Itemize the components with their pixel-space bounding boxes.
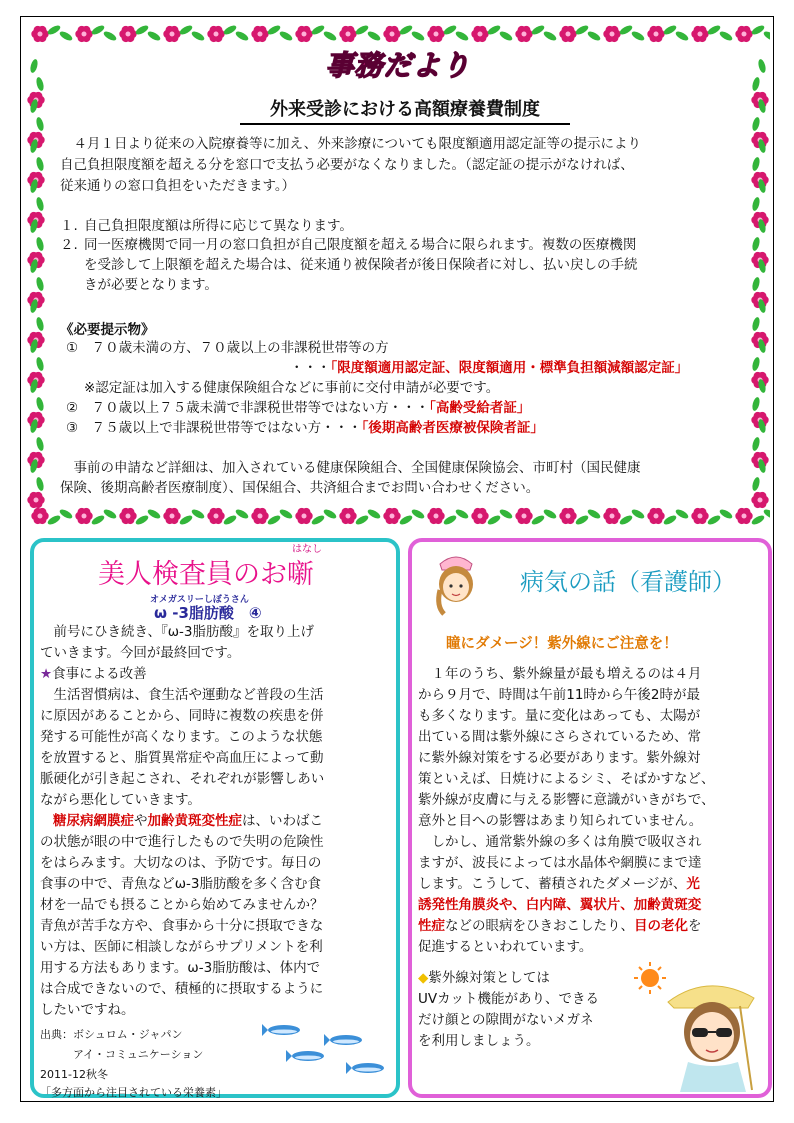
leaf-icon <box>35 476 45 491</box>
leaf-icon <box>58 508 73 521</box>
fish-icon <box>286 1050 324 1062</box>
source-line: アイ・コミュニケーション <box>40 1048 204 1061</box>
section-text: 食事による改善 <box>52 666 147 682</box>
red-text: 加齢黄斑変性症 <box>147 813 242 829</box>
flower-icon <box>339 26 356 42</box>
required-item-3 <box>66 418 544 438</box>
fish-icon <box>346 1062 384 1074</box>
leaf-icon <box>751 356 761 371</box>
flower-icon <box>647 26 664 42</box>
list-number: １. <box>60 218 78 234</box>
left-body-line: 脈硬化が引き起こされ、それぞれが影響しあい <box>40 771 325 787</box>
leaf-icon <box>35 276 45 291</box>
flower-icon <box>119 508 136 524</box>
leaf-icon <box>35 356 45 371</box>
flower-icon <box>295 508 312 524</box>
intro-line: 従来通りの窓口負担をいただきます。） <box>60 178 296 194</box>
left-body-line: 青魚が苦手な方や、食事から十分に摂取できな <box>40 918 324 934</box>
intro-line: 自己負担限度額を超える分を窓口で支払う必要がなくなりました。（認定証の提示がなければ、 <box>60 157 634 173</box>
sun-icon <box>634 962 666 994</box>
leaf-icon <box>751 276 761 291</box>
leaf-icon <box>718 508 733 521</box>
flower-icon <box>427 26 444 42</box>
leaf-icon <box>542 508 557 521</box>
flower-icon <box>31 508 48 524</box>
leaf-icon <box>762 30 770 43</box>
right-body-line <box>418 874 700 896</box>
leaf-icon <box>322 30 337 43</box>
leaf-icon <box>35 76 45 91</box>
left-body-line: い方は、医師に相談しながらサプリメントを利 <box>40 939 323 955</box>
leaf-icon <box>366 30 381 43</box>
flower-icon <box>647 508 664 524</box>
leaf-icon <box>102 30 117 43</box>
leaf-icon <box>35 236 45 251</box>
sunglasses-woman-icon <box>628 962 768 1092</box>
right-body-line: 出ている間は紫外線にさらされているため、常 <box>418 729 701 745</box>
flower-icon <box>31 26 48 42</box>
right-body-line: から９月で、時間は午前11時から午後2時が最 <box>418 687 700 703</box>
body-text: を <box>688 918 702 934</box>
left-body-line: 生活習慣病は、食生活や運動など普段の生活 <box>40 687 324 703</box>
flower-icon <box>251 26 268 42</box>
leaf-icon <box>751 476 761 491</box>
red-text: 「高齢受給者証」 <box>429 400 531 416</box>
flower-icon <box>735 508 752 524</box>
leaf-icon <box>190 30 205 43</box>
right-body-line: 紫外線が皮膚に与える影響に意識がいきがちで、 <box>418 792 715 808</box>
right-body-line: も多くなります。量に変化はあっても、太陽が <box>418 708 701 724</box>
left-body-line <box>40 811 323 833</box>
leaf-icon <box>498 508 513 521</box>
flower-icon <box>339 508 356 524</box>
leaf-icon <box>29 58 39 73</box>
flower-icon <box>603 508 620 524</box>
flower-icon <box>383 508 400 524</box>
uv-subtitle: 瞳にダメージ！紫外線にご注意を！ <box>446 636 678 652</box>
required-note: ※認定証は加入する健康保険組合などに事前に交付申請が必要です。 <box>84 380 500 396</box>
flower-icon <box>163 26 180 42</box>
right-body-line: に紫外線対策をする必要があります。紫外線対 <box>418 750 701 766</box>
leaf-icon <box>751 236 761 251</box>
list-text: 同一医療機関で同一月の窓口負担が自己限度額を超える場合に限られます。複数の医療機関 <box>84 237 637 253</box>
left-body-line: 食事の中で、青魚などω-3脂肪酸を多く含む食 <box>40 876 321 892</box>
flower-icon <box>251 508 268 524</box>
flower-icon <box>75 508 92 524</box>
right-body-line: 策といえば、日焼けによるシミ、そばかすなど、 <box>418 771 715 787</box>
article-title: 外来受診における高額療養費制度 <box>240 95 570 125</box>
flower-icon <box>207 26 224 42</box>
closing-line: 事前の申請など詳細は、加入されている健康保険組合、全国健康保険協会、市町村（国民健康 <box>60 460 641 476</box>
right-body-line: １年のうち、紫外線量が最も増えるのは４月 <box>418 666 702 682</box>
leaf-icon <box>586 508 601 521</box>
leaf-icon <box>146 508 161 521</box>
intro-line: ４月１日より従来の入院療養等に加え、外来診療についても限度額適用認定証等の提示により <box>60 136 642 152</box>
item-text: ② ７０歳以上７５歳未満で非課税世帯等ではない方・・・ <box>66 400 430 416</box>
nurse-illustration-icon <box>426 550 486 620</box>
required-item-2 <box>66 398 530 418</box>
leaf-icon <box>454 30 469 43</box>
source-line: 「多方面から注目されている栄養素」 <box>40 1086 227 1099</box>
leaf-icon <box>410 30 425 43</box>
body-text: や <box>134 813 148 829</box>
fish-school-icon <box>262 1018 392 1082</box>
fish-icon <box>262 1024 300 1036</box>
leaf-icon <box>278 30 293 43</box>
left-body-line: 材を一品でも摂ることから始めてみませんか？ <box>40 897 324 913</box>
leaf-icon <box>751 316 761 331</box>
omega-subtitle: ω -3脂肪酸 ④ <box>154 604 262 622</box>
flower-icon <box>119 26 136 42</box>
leaf-icon <box>102 508 117 521</box>
leaf-icon <box>630 508 645 521</box>
body-text: します。こうして、蓄積されたダメージが、 <box>418 876 687 892</box>
item-text: ③ ７５歳以上で非課税世帯等ではない方・・・ <box>66 420 362 436</box>
dots: ・・・ <box>290 360 331 376</box>
uv-tip-line: だけ顔との隙間がないメガネ <box>418 1012 594 1028</box>
flower-icon <box>163 508 180 524</box>
red-text: 光 <box>686 876 700 892</box>
leaf-icon <box>751 116 761 131</box>
leaf-icon <box>718 30 733 43</box>
leaf-icon <box>757 58 767 73</box>
star-icon: ★ <box>40 666 53 682</box>
leaf-icon <box>410 508 425 521</box>
right-body-line: 促進するといわれています。 <box>418 939 593 955</box>
leaf-icon <box>630 30 645 43</box>
list-text: を受診して上限額を超えた場合は、従来通り被保険者が後日保険者に対し、払い戻しの手続 <box>84 257 638 273</box>
section-heading <box>40 664 147 686</box>
source-line: 2011-12秋冬 <box>40 1068 108 1081</box>
leaf-icon <box>35 396 45 411</box>
leaf-icon <box>35 116 45 131</box>
flower-icon <box>207 508 224 524</box>
list-item <box>60 216 353 236</box>
flower-icon <box>691 508 708 524</box>
list-item <box>60 235 636 255</box>
flower-icon <box>471 26 488 42</box>
required-item-1: ① ７０歳未満の方、７０歳以上の非課税世帯等の方 <box>66 340 389 356</box>
left-body-line: に原因があることから、同時に複数の疾患を併 <box>40 708 324 724</box>
tip-text: 紫外線対策としては <box>428 970 550 986</box>
list-text: 自己負担限度額は所得に応じて異なります。 <box>84 218 353 234</box>
left-body-line: ながら悪化していきます。 <box>40 792 201 808</box>
nurse-column-title: 病気の話（看護師） <box>520 568 736 596</box>
flower-icon <box>75 26 92 42</box>
leaf-icon <box>366 508 381 521</box>
flower-icon <box>559 508 576 524</box>
body-text: などの眼病をひきおこしたり、 <box>445 918 634 934</box>
subtitle-ruby: オメガスリーしぼうさん <box>150 595 249 605</box>
left-body-line: は合成できないので、積極的に摂取するように <box>40 981 324 997</box>
leaf-icon <box>454 508 469 521</box>
required-heading: 《必要提示物》 <box>60 322 155 338</box>
leaf-icon <box>35 316 45 331</box>
required-item-1-value <box>290 358 688 378</box>
leaf-icon <box>751 436 761 451</box>
right-body-line: しかし、通常紫外線の多くは角膜で吸収され <box>418 834 702 850</box>
left-body-line: 発する可能性が高くなります。このような状態 <box>40 729 323 745</box>
leaf-icon <box>498 30 513 43</box>
leaf-icon <box>58 30 73 43</box>
list-number: ２. <box>60 237 78 253</box>
leaf-icon <box>751 156 761 171</box>
leaf-icon <box>146 30 161 43</box>
flower-icon <box>427 508 444 524</box>
left-body-line: 用する方法もあります。ω-3脂肪酸は、体内で <box>40 960 321 976</box>
red-text: 糖尿病網膜症 <box>53 813 134 829</box>
flower-icon <box>603 26 620 42</box>
leaf-icon <box>542 30 557 43</box>
closing-line: 保険、後期高齢者医療制度）、国保組合、共済組合までお問い合わせください。 <box>60 480 540 496</box>
flower-icon <box>295 26 312 42</box>
beauty-title: 美人検査員のお噺 <box>98 559 314 590</box>
right-body-line: 誘発性角膜炎や、白内障、翼状片、加齢黄斑変 <box>418 897 702 913</box>
flower-icon <box>383 26 400 42</box>
flower-icon <box>515 26 532 42</box>
right-body-line <box>418 916 702 938</box>
diamond-icon: ◆ <box>418 970 429 986</box>
fish-icon <box>324 1034 362 1046</box>
red-text: 目の老化 <box>634 918 688 934</box>
masthead-title: 事務だより <box>325 49 471 82</box>
title-ruby: はなし <box>292 544 322 555</box>
left-body-line: を放置すると、脂質異常症や高血圧によって動 <box>40 750 324 766</box>
flower-icon <box>691 26 708 42</box>
list-text: きが必要となります。 <box>84 277 218 293</box>
red-text: 性症 <box>418 918 445 934</box>
source-line: 出典：ボシュロム・ジャパン <box>40 1028 183 1041</box>
leaf-icon <box>751 196 761 211</box>
red-text: 「後期高齢者医療被保険者証」 <box>361 420 544 436</box>
leaf-icon <box>674 30 689 43</box>
uv-tip-line: UVカット機能があり、できる <box>418 991 599 1007</box>
flower-icon <box>735 26 752 42</box>
masthead <box>318 44 478 84</box>
leaf-icon <box>751 76 761 91</box>
leaf-icon <box>234 30 249 43</box>
body-text: は、いわばこ <box>242 813 323 829</box>
right-body-line: 意外と目への影響はあまり知られていません。 <box>418 813 703 829</box>
leaf-icon <box>586 30 601 43</box>
flower-icon <box>515 508 532 524</box>
leaf-icon <box>190 508 205 521</box>
left-body-line: したいですね。 <box>40 1002 135 1018</box>
left-intro-line: ていきます。今回が最終回です。 <box>40 645 241 661</box>
uv-tip-line <box>418 968 550 990</box>
uv-tip-line: を利用しましょう。 <box>418 1033 540 1049</box>
left-body-line: の状態が眼の中で進行したもので失明の危険性 <box>40 834 324 850</box>
red-text: 「限度額適用認定証、限度額適用・標準負担額減額認定証」 <box>330 360 689 376</box>
flower-icon <box>471 508 488 524</box>
leaf-icon <box>751 396 761 411</box>
leaf-icon <box>674 508 689 521</box>
left-body-line: をはらみます。大切なのは、予防です。毎日の <box>40 855 322 871</box>
flower-icon <box>751 492 768 508</box>
leaf-icon <box>234 508 249 521</box>
leaf-icon <box>35 196 45 211</box>
flower-icon <box>27 492 44 508</box>
leaf-icon <box>322 508 337 521</box>
leaf-icon <box>35 436 45 451</box>
flower-icon <box>559 26 576 42</box>
right-body-line: ますが、波長によっては水晶体や網膜にまで達 <box>418 855 702 871</box>
left-intro-line: 前号にひき続き、『ω-3脂肪酸』を取り上げ <box>40 624 314 640</box>
leaf-icon <box>278 508 293 521</box>
leaf-icon <box>35 156 45 171</box>
